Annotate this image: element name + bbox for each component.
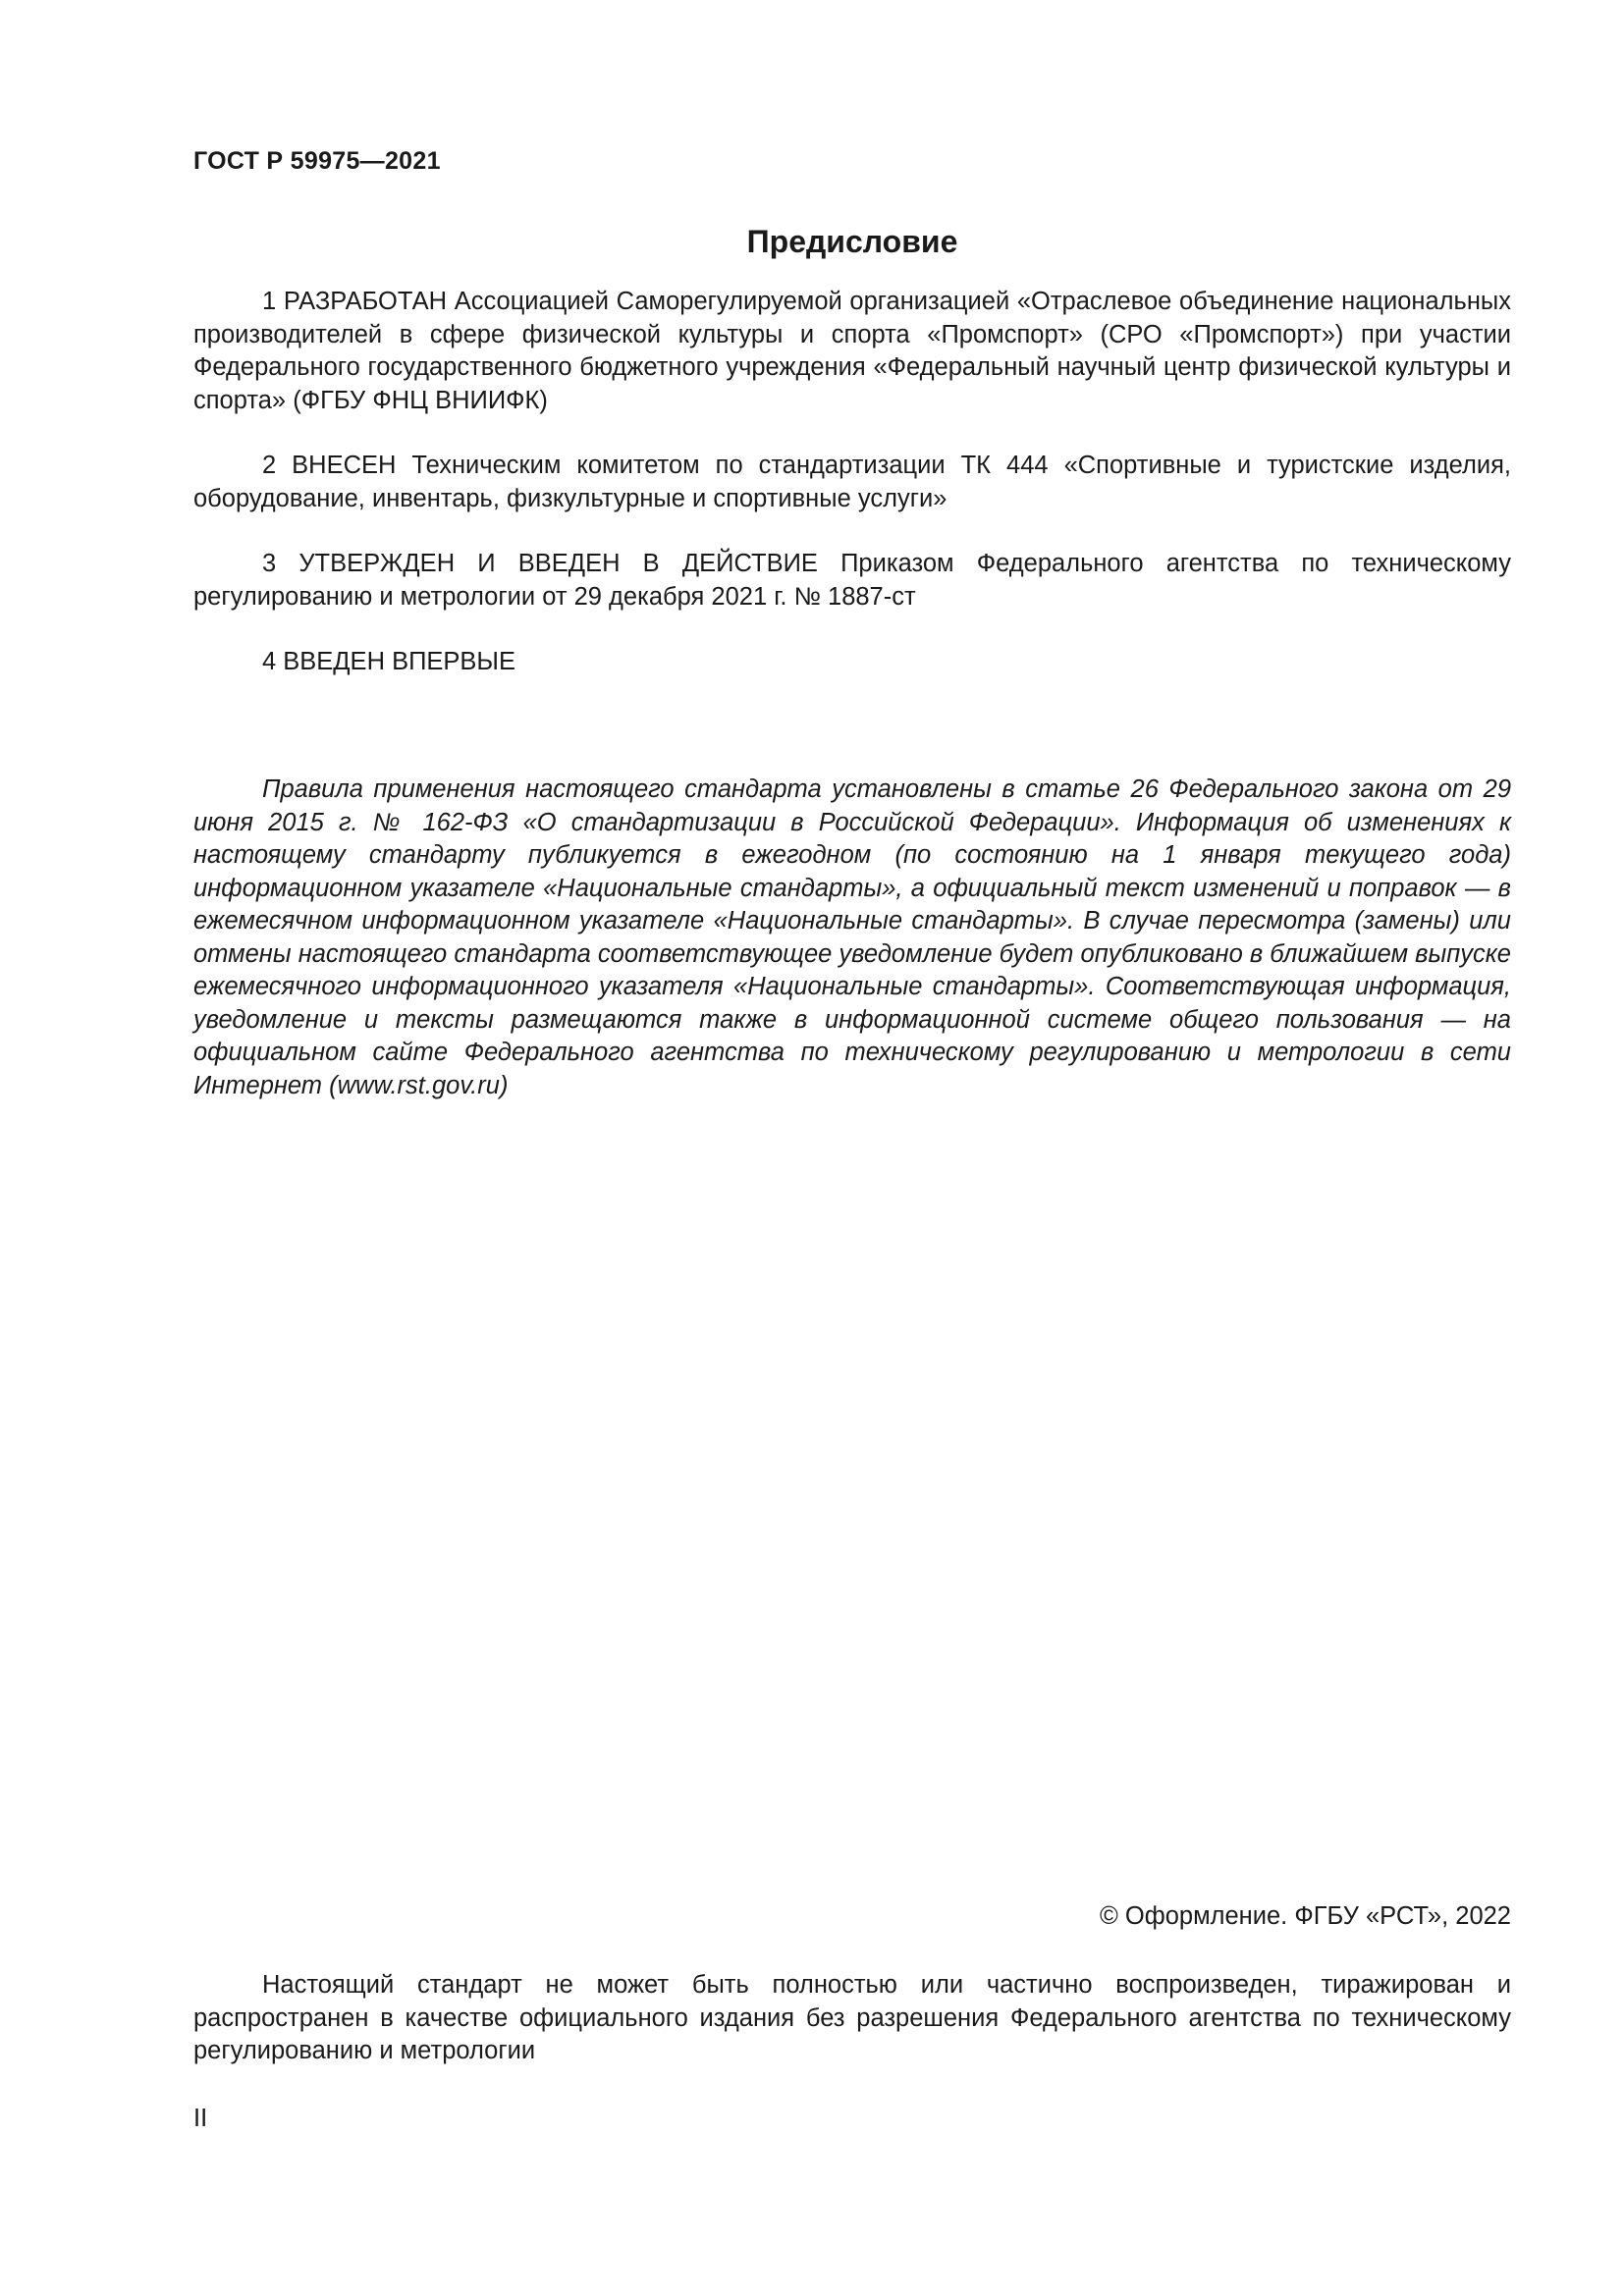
- page-number: II: [193, 2105, 208, 2132]
- preface-item-developed: 1 РАЗРАБОТАН Ассоциацией Саморегулируемой организацией «Отраслевое объединение национальных производителей в сфере физической культуры и спорта «Промспорт» (СРО «Промспорт») при участии Федерального государственного бюджетного учреждения «Федеральный научный центр физической культуры и спорта» (ФГБУ ФНЦ ВНИИФК): [193, 288, 1511, 414]
- reproduction-notice: Настоящий стандарт не может быть полностью или частично воспроизведен, тиражирован и распространен в качестве официального издания без разрешения Федерального агентства по техническому регулированию и метрологии: [193, 1971, 1511, 2064]
- preface-item-approved: 3 УТВЕРЖДЕН И ВВЕДЕН В ДЕЙСТВИЕ Приказом Федерального агентства по техническому регулированию и метрологии от 29 декабря 2021 г. № 1887-ст: [193, 550, 1511, 611]
- document-code: ГОСТ Р 59975—2021: [193, 147, 441, 175]
- page-title: Предисловие: [746, 224, 958, 259]
- preface-items: [193, 286, 1511, 679]
- preface-item-introduced: 2 ВНЕСЕН Техническим комитетом по стандартизации ТК 444 «Спортивные и туристские изделия, оборудование, инвентарь, физкультурные и спортивные услуги»: [193, 452, 1511, 512]
- copyright-line: © Оформление. ФГБУ «РСТ», 2022: [1100, 1902, 1511, 1930]
- preface-item-first-edition: 4 ВВЕДЕН ВПЕРВЫЕ: [262, 648, 516, 675]
- rules-paragraph: Правила применения настоящего стандарта установлены в статье 26 Федерального закона от 29 июня 2015 г. № 162-ФЗ «О стандартизации в Российской Федерации». Информация об изменениях к настоящему стандарту публикуется в ежегодном (по состоянию на 1 января текущего года) информационном указателе «Национальные стандарты», а официальный текст изменений и поправок — в ежемесячном информационном указателе «Национальные стандарты». В случае пересмотра (замены) или отмены настоящего стандарта соответствующее уведомление будет опубликовано в ближайшем выпуске ежемесячного информационного указателя «Национальные стандарты». Соответствующая информация, уведомление и тексты размещаются также в информационной системе общего пользования — на официальном сайте Федерального агентства по техническому регулированию и метрологии в сети Интернет (www.rst.gov.ru): [193, 775, 1511, 1099]
